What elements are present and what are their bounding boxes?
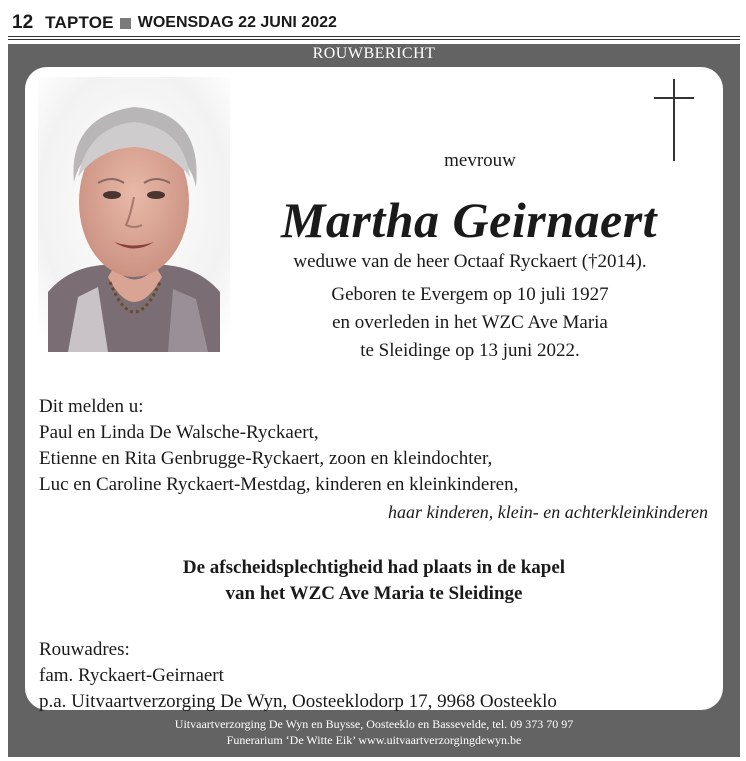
family-italic-line: haar kinderen, klein- en achterkleinkinderen	[387, 502, 708, 522]
obituary-frame	[8, 44, 740, 757]
announcers-intro: Dit melden u:	[39, 396, 144, 417]
publication-name: TAPTOE	[45, 13, 114, 32]
announcer-line: Etienne en Rita Genbrugge-Ryckaert, zoon en kleindochter,	[39, 448, 493, 469]
notice-title: ROUWBERICHT	[312, 45, 436, 62]
widow-line: weduwe van de heer Octaaf Ryckaert (†2014).	[293, 251, 647, 272]
address-label: Rouwadres:	[39, 639, 130, 660]
square-separator-icon	[120, 18, 131, 29]
deceased-name: Martha Geirnaert	[280, 192, 658, 248]
funeral-home-footer	[8, 716, 740, 748]
issue-date: WOENSDAG 22 JUNI 2022	[137, 14, 337, 31]
cross-icon	[654, 79, 694, 161]
death-line: en overleden in het WZC Ave Maria	[332, 312, 608, 333]
birth-death-block	[255, 281, 685, 365]
announcer-line: Luc en Caroline Ryckaert-Mestdag, kinderen en kleinkinderen,	[39, 474, 519, 495]
footer-line: Funerarium ‘De Witte Eik’ www.uitvaartverzorgingdewyn.be	[226, 733, 522, 747]
birth-line: Geboren te Evergem op 10 juli 1927	[331, 284, 609, 305]
page-number: 12	[12, 12, 34, 33]
announcer-line: Paul en Linda De Walsche-Ryckaert,	[39, 422, 319, 443]
address-line: fam. Ryckaert-Geirnaert	[39, 665, 224, 686]
ceremony-line: De afscheidsplechtigheid had plaats in de kapel	[182, 557, 566, 578]
announcers-block	[39, 394, 518, 498]
ceremony-block	[25, 555, 723, 607]
ceremony-line: van het WZC Ave Maria te Sleidinge	[225, 583, 523, 604]
header-rule-thin	[8, 39, 740, 40]
footer-line: Uitvaartverzorging De Wyn en Buysse, Oosteeklo en Bassevelde, tel. 09 373 70 97	[174, 717, 574, 731]
address-line: p.a. Uitvaartverzorging De Wyn, Oosteeklodorp 17, 9968 Oosteeklo	[39, 691, 557, 712]
page-header	[12, 12, 738, 34]
salutation: mevrouw	[444, 150, 516, 171]
header-rule	[8, 36, 740, 37]
death-place-line: te Sleidinge op 13 juni 2022.	[360, 340, 580, 361]
portrait-photo	[38, 77, 230, 352]
address-block	[39, 637, 557, 715]
obituary-card	[25, 67, 723, 710]
